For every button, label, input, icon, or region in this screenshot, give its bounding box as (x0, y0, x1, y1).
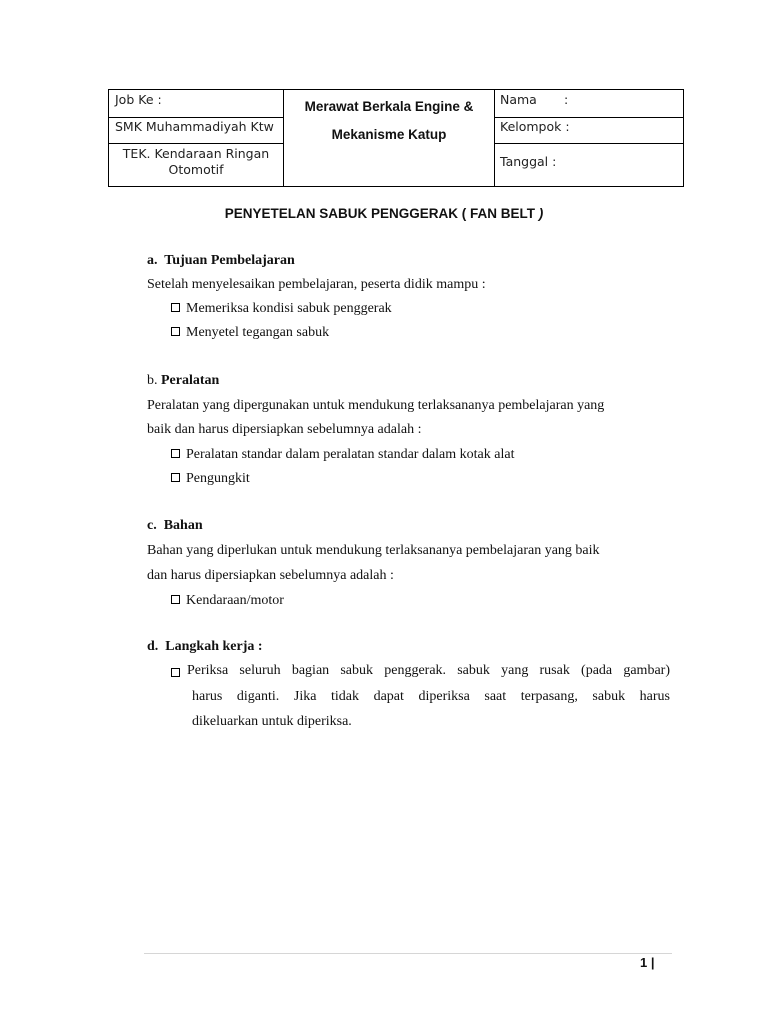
page-number: 1 | (640, 955, 655, 970)
header-table (108, 89, 684, 187)
list-item (171, 471, 250, 487)
module-title-line2: Mekanisme Katup (331, 127, 447, 142)
list-item-text: Peralatan standar dalam peralatan standar dalam kotak alat (186, 447, 515, 462)
checkbox-icon (171, 668, 180, 677)
section-title: Tujuan Pembelajaran (164, 253, 295, 268)
list-item-text: Pengungkit (186, 471, 250, 486)
table-divider (494, 90, 495, 186)
section-letter: b. (147, 373, 158, 388)
section-title: Langkah kerja : (165, 639, 263, 654)
document-title-main: PENYETELAN SABUK PENGGERAK ( FAN BELT (224, 206, 536, 221)
checkbox-icon (171, 595, 180, 604)
section-d-heading (147, 639, 263, 655)
section-letter: c. (147, 518, 157, 533)
section-title: Bahan (163, 518, 203, 533)
checkbox-icon (171, 327, 180, 336)
table-divider (109, 117, 283, 118)
step-text-line2: harus diganti. Jika tidak dapat diperiksa saat terpasang, sabuk harus (192, 689, 670, 704)
nama-label: Nama (500, 92, 537, 107)
section-letter: a. (147, 253, 158, 268)
section-c-heading (147, 518, 203, 534)
tanggal-label: Tanggal : (500, 154, 557, 169)
checkbox-icon (171, 449, 180, 458)
section-c-intro-line2: dan harus dipersiapkan sebelumnya adalah : (147, 568, 394, 583)
nama-colon: : (564, 92, 569, 107)
step-text-line3: dikeluarkan untuk diperiksa. (192, 714, 352, 729)
section-a-heading (147, 253, 295, 269)
module-title-line1: Merawat Berkala Engine & (304, 99, 474, 114)
list-item (171, 325, 329, 341)
department-line1: TEK. Kendaraan Ringan (122, 146, 270, 161)
checkbox-icon (171, 473, 180, 482)
table-divider (494, 143, 683, 144)
section-letter: d. (147, 639, 159, 654)
checkbox-icon (171, 303, 180, 312)
section-a-intro: Setelah menyelesaikan pembelajaran, peserta didik mampu : (147, 277, 486, 292)
table-divider (109, 143, 283, 144)
list-item (171, 447, 514, 463)
section-b-intro-line1: Peralatan yang dipergunakan untuk mendukung terlaksananya pembelajaran yang (147, 398, 605, 413)
list-item-text: Menyetel tegangan sabuk (186, 325, 330, 340)
section-b-heading (147, 373, 219, 389)
section-title: Peralatan (161, 373, 220, 388)
list-item-text: Memeriksa kondisi sabuk penggerak (186, 301, 392, 316)
section-b-intro-line2: baik dan harus dipersiapkan sebelumnya adalah : (147, 422, 422, 437)
department-line2: Otomotif (168, 162, 224, 177)
job-label: Job Ke : (115, 92, 162, 107)
list-item-text: Kendaraan/motor (186, 593, 284, 608)
list-item (171, 593, 284, 609)
footer-divider (144, 953, 672, 954)
school-label: SMK Muhammadiyah Ktw (115, 119, 274, 134)
list-item (171, 301, 392, 317)
section-c-intro-line1: Bahan yang diperlukan untuk mendukung terlaksananya pembelajaran yang baik (147, 543, 600, 558)
step-text-line1: Periksa seluruh bagian sabuk penggerak. sabuk yang rusak (pada gambar) (187, 663, 670, 678)
document-title (0, 206, 768, 221)
document-title-end: ) (535, 206, 544, 221)
kelompok-label: Kelompok : (500, 119, 570, 134)
table-divider (494, 117, 683, 118)
